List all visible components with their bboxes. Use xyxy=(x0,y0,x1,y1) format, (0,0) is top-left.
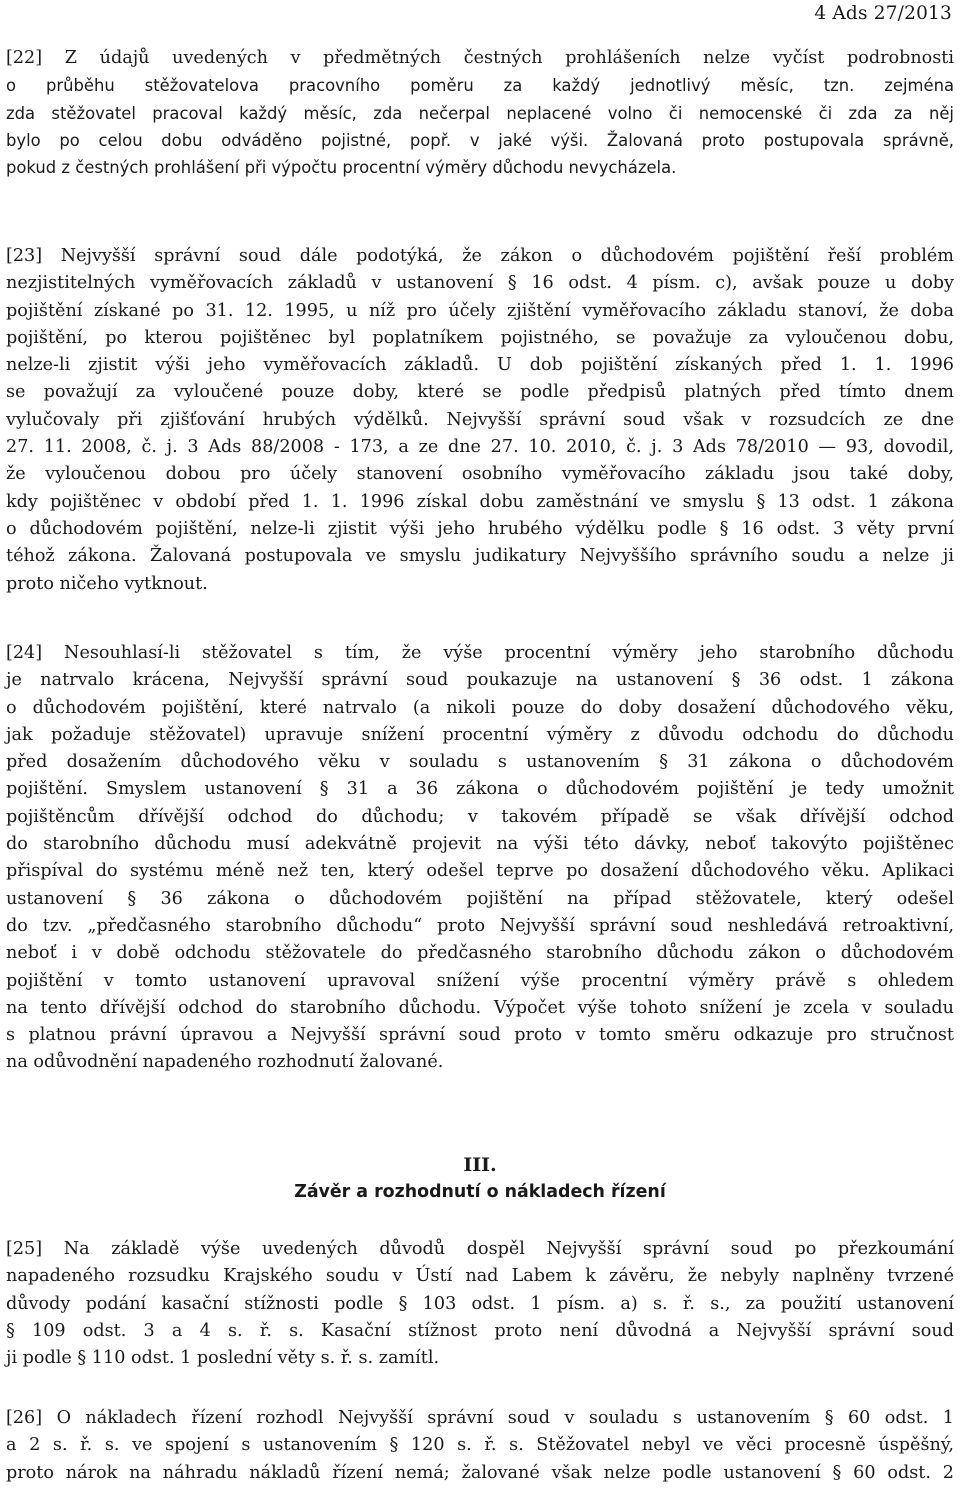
text-line: napadeného rozsudku Krajského soudu v Ústí nad Labem k závěru, že nebyly naplněny tvrzené xyxy=(6,1266,954,1287)
text-line: do starobního důchodu musí adekvátně projevit na výši této dávky, neboť takovýto pojištěnec xyxy=(6,834,954,855)
paragraph-22 xyxy=(6,45,954,181)
text-line: důvody podání kasační stížnosti podle § 103 odst. 1 písm. a) s. ř. s., za použití ustanovení xyxy=(6,1293,954,1314)
section-number: III. xyxy=(463,1154,497,1176)
text-line: o důchodovém pojištění, nelze-li zjistit výši jeho hrubého výdělku podle § 16 odst. 3 věty první xyxy=(6,518,954,539)
text-line: do tzv. „předčasného starobního důchodu“ proto Nejvyšší správní soud neshledává retroaktivní, xyxy=(6,915,954,936)
text-line: bylo po celou dobu odváděno pojistné, popř. v jaké výši. Žalovaná proto postupovala správně, xyxy=(6,130,954,150)
paragraph-23 xyxy=(6,243,954,598)
text-line: [26] O nákladech řízení rozhodl Nejvyšší správní soud v souladu s ustanovením § 60 odst. 1 xyxy=(6,1408,954,1428)
text-line: nezjistitelných vyměřovacích základů v ustanovení § 16 odst. 4 písm. c), avšak pouze u doby xyxy=(6,273,954,294)
text-line: o průběhu stěžovatelova pracovního poměru za každý jednotlivý měsíc, tzn. zejména xyxy=(6,76,954,96)
text-line: pokud z čestných prohlášení při výpočtu procentní výměry důchodu nevycházela. xyxy=(6,158,677,178)
paragraph-24 xyxy=(6,640,954,1077)
text-line: [22] Z údajů uvedených v předmětných čestných prohlášeních nelze vyčíst podrobnosti xyxy=(6,48,954,68)
text-line: pojištění. Smyslem ustanovení § 31 a 36 zákona o důchodovém pojištění je tedy umožnit xyxy=(6,779,954,800)
text-line: téhož zákona. Žalovaná postupovala ve smyslu judikatury Nejvyššího správního soudu a nelze ji xyxy=(6,546,954,567)
text-line: se považují za vyloučené pouze doby, které se podle předpisů platných před tímto dnem xyxy=(6,382,954,403)
text-line: přispíval do systému méně než ten, který odešel teprve po dosažení důchodového věku. Aplikaci xyxy=(6,861,954,882)
text-line: že vyloučenou dobou pro účely stanovení osobního vyměřovacího základu jsou také doby, xyxy=(6,464,954,485)
paragraph-26 xyxy=(6,1405,954,1487)
text-line: neboť i v době odchodu stěžovatele do předčasného starobního důchodu zákon o důchodovém xyxy=(6,943,954,964)
text-line: jak požaduje stěžovatel) upravuje snížení procentní výměry z důvodu odchodu do důchodu xyxy=(6,724,954,745)
text-line: kdy pojištěnec v období před 1. 1. 1996 získal dobu zaměstnání ve smyslu § 13 odst. 1 zákona xyxy=(6,491,954,512)
text-line: pojištění získané po 31. 12. 1995, u níž pro účely zjištění vyměřovacího základu stanoví, že doba xyxy=(6,300,954,321)
text-line: pojištěncům dřívější odchod do důchodu; v takovém případě se však dřívější odchod xyxy=(6,806,954,827)
case-reference: 4 Ads 27/2013 xyxy=(814,3,952,24)
text-line: o důchodovém pojištění, které natrvalo (a nikoli pouze do doby dosažení důchodového věku, xyxy=(6,697,954,718)
section-heading xyxy=(6,1152,954,1207)
text-line: s platnou právní úpravou a Nejvyšší správní soud proto v tomto směru odkazuje pro stručnost xyxy=(6,1025,954,1046)
paragraph-25 xyxy=(6,1236,954,1372)
text-line: pojištění, po kterou pojištěnec byl poplatníkem pojistného, se považuje za vyloučenou dobu, xyxy=(6,327,954,348)
text-line: 27. 11. 2008, č. j. 3 Ads 88/2008 - 173, a ze dne 27. 10. 2010, č. j. 3 Ads 78/2010 — 93, dovodil, xyxy=(6,437,954,458)
text-line: na odůvodnění napadeného rozhodnutí žalované. xyxy=(6,1052,444,1073)
text-line: zda stěžovatel pracoval každý měsíc, zda nečerpal neplacené volno či nemocenské či zda za něj xyxy=(6,103,954,123)
text-line: vylučovaly při zjišťování hrubých výdělků. Nejvyšší správní soud však v rozsudcích ze dne xyxy=(6,409,954,430)
text-line: před dosažením důchodového věku v souladu s ustanovením § 31 zákona o důchodovém xyxy=(6,752,954,773)
text-line: proto nárok na náhradu nákladů řízení nemá; žalované však nelze podle ustanovení § 60 odst. 2 xyxy=(6,1462,954,1483)
text-line: je natrvalo krácena, Nejvyšší správní soud poukazuje na ustanovení § 36 odst. 1 zákona xyxy=(6,670,954,691)
text-line: [25] Na základě výše uvedených důvodů dospěl Nejvyšší správní soud po přezkoumání xyxy=(6,1239,954,1259)
text-line: § 109 odst. 3 a 4 s. ř. s. Kasační stížnost proto není důvodná a Nejvyšší správní soud xyxy=(6,1320,954,1341)
text-line: [24] Nesouhlasí-li stěžovatel s tím, že výše procentní výměry jeho starobního důchodu xyxy=(6,643,954,663)
text-line: ustanovení § 36 zákona o důchodovém pojištění na případ stěžovatele, který odešel xyxy=(6,888,954,909)
text-line: a 2 s. ř. s. ve spojení s ustanovením § 120 s. ř. s. Stěžovatel nebyl ve věci procesně úspěšný, xyxy=(6,1435,954,1456)
section-title: Závěr a rozhodnutí o nákladech řízení xyxy=(294,1182,666,1203)
text-line: pojištění v tomto ustanovení upravoval snížení výše procentní výměry právě s ohledem xyxy=(6,970,954,991)
text-line: proto ničeho vytknout. xyxy=(6,573,208,594)
text-line: ji podle § 110 odst. 1 poslední věty s. ř. s. zamítl. xyxy=(6,1348,440,1369)
text-line: na tento dřívější odchod do starobního důchodu. Výpočet výše tohoto snížení je zcela v souladu xyxy=(6,997,954,1018)
text-line: nelze-li zjistit výši jeho vyměřovacích základů. U dob pojištění získaných před 1. 1. 1996 xyxy=(6,355,954,376)
text-line: [23] Nejvyšší správní soud dále podotýká, že zákon o důchodovém pojištění řeší problém xyxy=(6,246,954,266)
